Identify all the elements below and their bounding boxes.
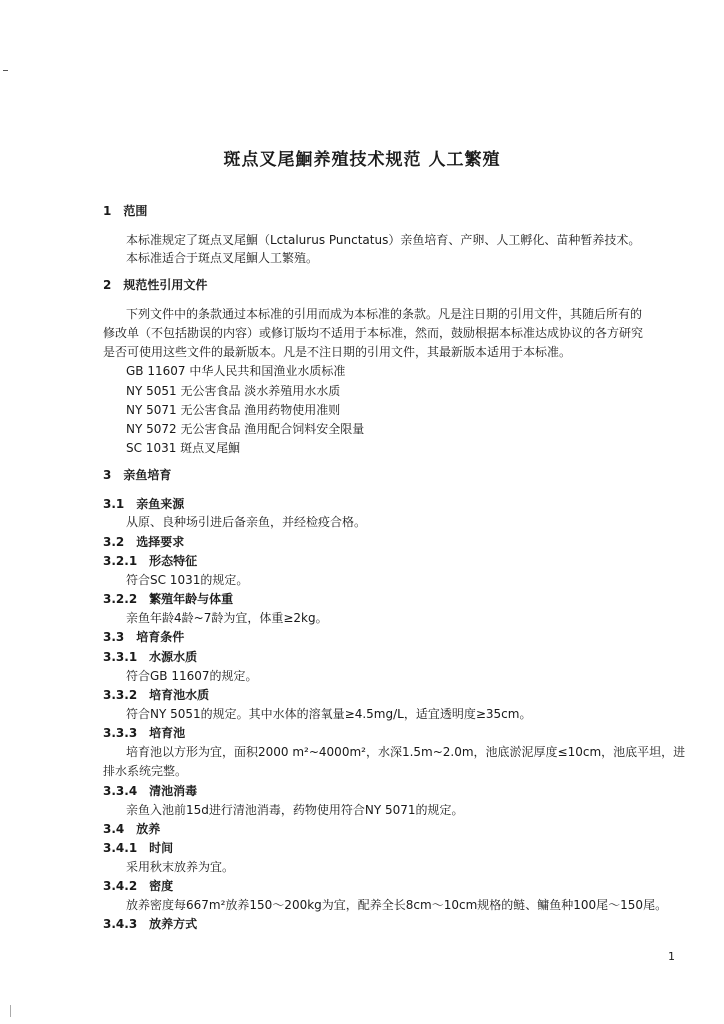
subsection-heading: 3.3.4 清池消毒 (103, 784, 198, 798)
subsection-heading: 3.3 培育条件 (103, 630, 185, 644)
reference-item: NY 5051 无公害食品 淡水养殖用水水质 (126, 384, 341, 398)
subsection-heading: 3.2.1 形态特征 (103, 554, 198, 568)
section-2-paragraph: 修改单（不包括勘误的内容）或修订版均不适用于本标准，然而，鼓励根据本标准达成协议的各方研究 (103, 326, 644, 340)
scan-edge-mark (10, 1005, 11, 1017)
reference-item: NY 5072 无公害食品 渔用配合饲料安全限量 (126, 422, 365, 436)
subsection-text: 亲鱼入池前15d进行清池消毒，药物使用符合NY 5071的规定。 (126, 803, 464, 817)
subsection-text: 符合SC 1031的规定。 (126, 573, 249, 587)
subsection-text: 符合GB 11607的规定。 (126, 669, 258, 683)
reference-item: SC 1031 斑点叉尾鮰 (126, 441, 241, 455)
subsection-text: 采用秋末放养为宜。 (126, 860, 235, 874)
subsection-heading: 3.4.3 放养方式 (103, 917, 198, 931)
document-title: 斑点叉尾鮰养殖技术规范 人工繁殖 (223, 150, 501, 170)
subsection-text: 亲鱼年龄4龄~7龄为宜，体重≥2kg。 (126, 611, 328, 625)
subsection-text: 排水系统完整。 (103, 764, 188, 778)
section-1-paragraph: 本标准规定了斑点叉尾鮰（Lctalurus Punctatus）亲鱼培育、产卵、人工孵化、苗种暂养技术。 (126, 233, 641, 247)
section-2-paragraph: 下列文件中的条款通过本标准的引用而成为本标准的条款。凡是注日期的引用文件，其随后所有的 (126, 307, 643, 321)
subsection-heading: 3.2 选择要求 (103, 535, 185, 549)
subsection-heading: 3.1 亲鱼来源 (103, 497, 185, 511)
subsection-text: 放养密度每667m²放养150～200kg为宜，配养全长8cm～10cm规格的鲢、鳙鱼种100尾～150尾。 (126, 898, 668, 912)
section-1-paragraph: 本标准适合于斑点叉尾鮰人工繁殖。 (126, 251, 319, 265)
section-2-heading: 2 规范性引用文件 (103, 278, 208, 292)
subsection-heading: 3.3.1 水源水质 (103, 650, 198, 664)
page-number: 1 (668, 950, 675, 963)
subsection-text: 符合NY 5051的规定。其中水体的溶氧量≥4.5mg/L，适宜透明度≥35cm。 (126, 707, 532, 721)
section-1-heading: 1 范围 (103, 204, 148, 218)
subsection-heading: 3.2.2 繁殖年龄与体重 (103, 592, 234, 606)
subsection-text: 培育池以方形为宜，面积2000 m²~4000m²，水深1.5m~2.0m，池底淤泥厚度≤10cm，池底平坦，进 (126, 745, 686, 759)
subsection-text: 从原、良种场引进后备亲鱼，并经检疫合格。 (126, 515, 367, 529)
section-2-paragraph: 是否可使用这些文件的最新版本。凡是不注日期的引用文件，其最新版本适用于本标准。 (103, 345, 572, 359)
section-3-heading: 3 亲鱼培育 (103, 468, 172, 482)
reference-item: NY 5071 无公害食品 渔用药物使用准则 (126, 403, 341, 417)
subsection-heading: 3.4 放养 (103, 822, 161, 836)
subsection-heading: 3.4.2 密度 (103, 879, 174, 893)
subsection-heading: 3.3.2 培育池水质 (103, 688, 210, 702)
scan-edge-mark (3, 70, 8, 71)
reference-item: GB 11607 中华人民共和国渔业水质标准 (126, 364, 346, 378)
subsection-heading: 3.3.3 培育池 (103, 726, 186, 740)
subsection-heading: 3.4.1 时间 (103, 841, 174, 855)
